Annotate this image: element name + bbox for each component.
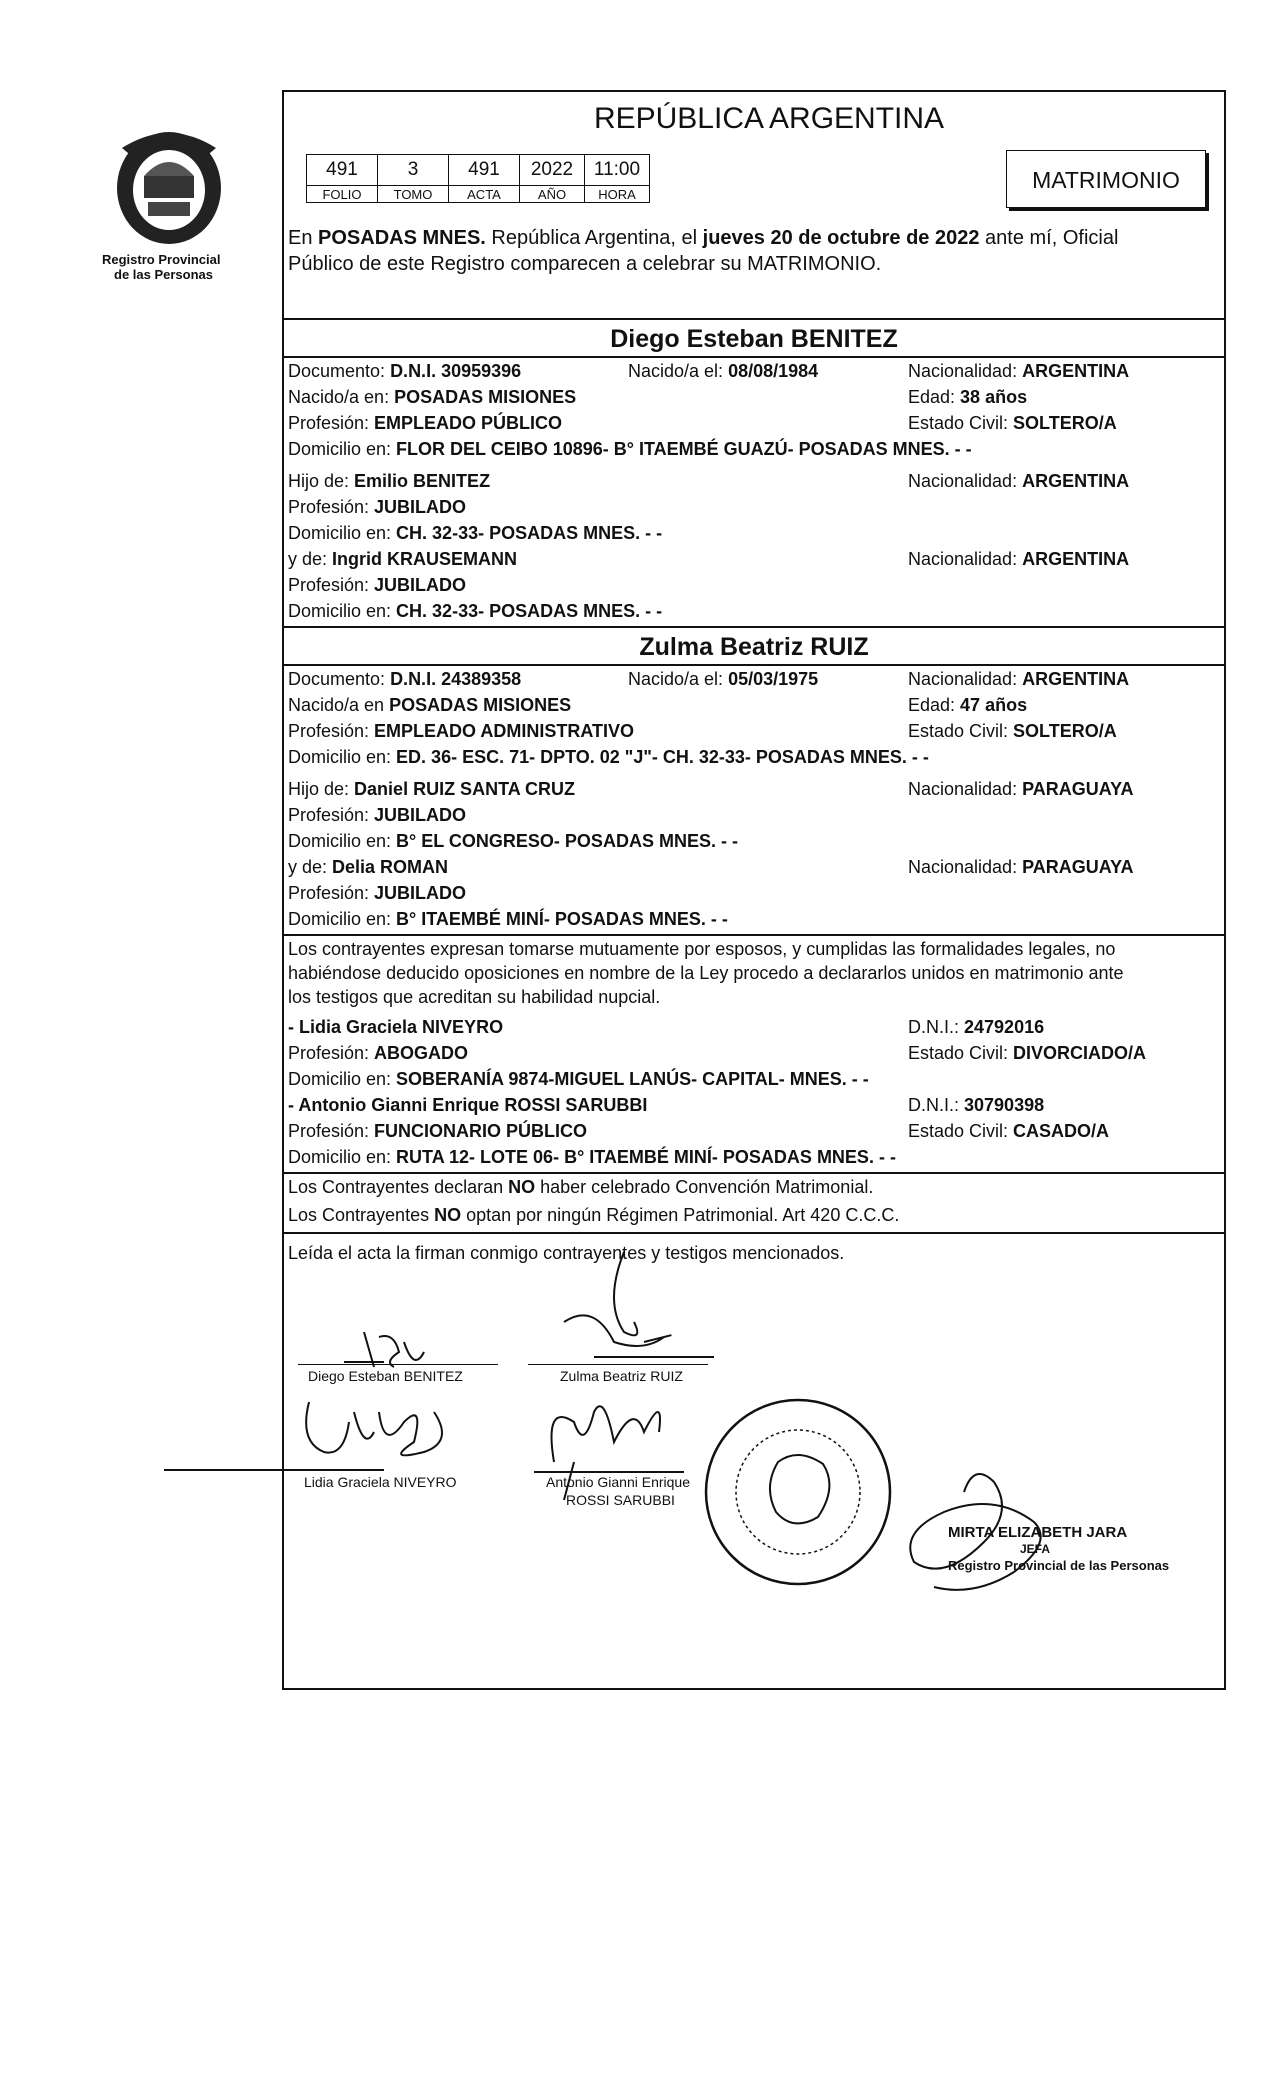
- groom-birthplace: Nacido/a en: POSADAS MISIONES: [288, 387, 577, 407]
- groom-mother-address: Domicilio en: CH. 32-33- POSADAS MNES. - -: [288, 601, 663, 621]
- witness1-profession: Profesión: ABOGADO: [288, 1043, 469, 1063]
- registry-logo: [104, 118, 234, 248]
- closing-text: Leída el acta la firman conmigo contrayentes y testigos mencionados.: [288, 1243, 845, 1263]
- bride-father-address: Domicilio en: B° EL CONGRESO- POSADAS MNES. - -: [288, 831, 738, 851]
- statement-line2: habiéndose deducido oposiciones en nombre de la Ley procedo a declararlos unidos en matrimonio ante: [288, 963, 1124, 983]
- doc-type-box: MATRIMONIO: [1006, 150, 1206, 208]
- witness2-signature-label-2: ROSSI SARUBBI: [566, 1492, 675, 1508]
- bride-mother-profession: Profesión: JUBILADO: [288, 883, 467, 903]
- statement-line3: los testigos que acreditan su habilidad nupcial.: [288, 987, 661, 1007]
- marriage-certificate: [282, 90, 1226, 1690]
- registry-seal: [698, 1392, 898, 1592]
- groom-mother-nationality: Nacionalidad: ARGENTINA: [908, 549, 1130, 569]
- groom-profession: Profesión: EMPLEADO PÚBLICO: [288, 413, 563, 433]
- groom-father-profession: Profesión: JUBILADO: [288, 497, 467, 517]
- witness1-name: - Lidia Graciela NIVEYRO: [288, 1017, 504, 1037]
- groom-address: Domicilio en: FLOR DEL CEIBO 10896- B° ITAEMBÉ GUAZÚ- POSADAS MNES. - -: [288, 439, 972, 459]
- witness1-signature-scribble-icon: [164, 1382, 504, 1472]
- groom-age: Edad: 38 años: [908, 387, 1028, 407]
- groom-father-nationality: Nacionalidad: ARGENTINA: [908, 471, 1130, 491]
- bride-father-nationality: Nacionalidad: PARAGUAYA: [908, 779, 1134, 799]
- tomo-value: 3: [378, 155, 449, 186]
- groom-name: Diego Esteban BENITEZ: [610, 325, 898, 353]
- bride-doc: Documento: D.N.I. 24389358: [288, 669, 522, 689]
- intro-line2: Público de este Registro comparecen a celebrar su MATRIMONIO.: [288, 253, 882, 275]
- convention-line2: Los Contrayentes NO optan por ningún Régimen Patrimonial. Art 420 C.C.C.: [288, 1205, 900, 1225]
- convention-line1: Los Contrayentes declaran NO haber celebrado Convención Matrimonial.: [288, 1177, 874, 1197]
- groom-civil-status: Estado Civil: SOLTERO/A: [908, 413, 1117, 433]
- registry-name-line2: de las Personas: [114, 267, 213, 282]
- witness2-name: - Antonio Gianni Enrique ROSSI SARUBBI: [288, 1095, 648, 1115]
- hora-label: HORA: [585, 186, 650, 203]
- groom-doc: Documento: D.N.I. 30959396: [288, 361, 522, 381]
- groom-signature-label: Diego Esteban BENITEZ: [308, 1368, 463, 1384]
- witness2-address: Domicilio en: RUTA 12- LOTE 06- B° ITAEMBÉ MINÍ- POSADAS MNES. - -: [288, 1147, 896, 1167]
- bride-mother: y de: Delia ROMAN: [288, 857, 449, 877]
- witness2-profession: Profesión: FUNCIONARIO PÚBLICO: [288, 1121, 588, 1141]
- bride-signature-scribble-icon: [524, 1242, 724, 1372]
- ano-label: AÑO: [520, 186, 585, 203]
- bride-mother-address: Domicilio en: B° ITAEMBÉ MINÍ- POSADAS MNES. - -: [288, 909, 728, 929]
- witness2-civil-status: Estado Civil: CASADO/A: [908, 1121, 1110, 1141]
- witness2-signature-label-1: Antonio Gianni Enrique: [546, 1474, 690, 1490]
- folio-value: 491: [307, 155, 378, 186]
- record-table: [306, 154, 650, 203]
- folio-label: FOLIO: [307, 186, 378, 203]
- country-title: REPÚBLICA ARGENTINA: [593, 102, 945, 135]
- groom-mother-profession: Profesión: JUBILADO: [288, 575, 467, 595]
- bride-signature-label: Zulma Beatriz RUIZ: [560, 1368, 683, 1384]
- bride-father: Hijo de: Daniel RUIZ SANTA CRUZ: [288, 779, 576, 799]
- round-seal-icon: [698, 1392, 898, 1592]
- groom-mother: y de: Ingrid KRAUSEMANN: [288, 549, 518, 569]
- bride-birthplace: Nacido/a en POSADAS MISIONES: [288, 695, 572, 715]
- ano-value: 2022: [520, 155, 585, 186]
- official-name: MIRTA ELIZABETH JARA: [948, 1524, 1128, 1541]
- acta-label: ACTA: [449, 186, 520, 203]
- registry-name-line1: Registro Provincial: [102, 252, 221, 267]
- witness1-civil-status: Estado Civil: DIVORCIADO/A: [908, 1043, 1147, 1063]
- groom-born: Nacido/a el: 08/08/1984: [628, 361, 819, 381]
- groom-nationality: Nacionalidad: ARGENTINA: [908, 361, 1130, 381]
- witness1-address: Domicilio en: SOBERANÍA 9874-MIGUEL LANÚS- CAPITAL- MNES. - -: [288, 1069, 869, 1089]
- bride-civil-status: Estado Civil: SOLTERO/A: [908, 721, 1117, 741]
- official-org: Registro Provincial de las Personas: [948, 1558, 1170, 1573]
- witness2-dni: D.N.I.: 30790398: [908, 1095, 1045, 1115]
- witness1-signature-label: Lidia Graciela NIVEYRO: [304, 1474, 457, 1490]
- tomo-label: TOMO: [378, 186, 449, 203]
- hora-value: 11:00: [585, 155, 650, 186]
- statement-line1: Los contrayentes expresan tomarse mutuamente por esposos, y cumplidas las formalidades legales, no: [288, 939, 1116, 959]
- bride-nationality: Nacionalidad: ARGENTINA: [908, 669, 1130, 689]
- bride-mother-nationality: Nacionalidad: PARAGUAYA: [908, 857, 1134, 877]
- bride-age: Edad: 47 años: [908, 695, 1028, 715]
- witness1-signature: [164, 1382, 504, 1472]
- official-role: JEFA: [1020, 1542, 1051, 1556]
- acta-value: 491: [449, 155, 520, 186]
- coat-of-arms-icon: [104, 118, 234, 248]
- groom-father: Hijo de: Emilio BENITEZ: [288, 471, 491, 491]
- intro-line1: En POSADAS MNES. República Argentina, el jueves 20 de octubre de 2022 ante mí, Oficial: [288, 227, 1119, 249]
- bride-father-profession: Profesión: JUBILADO: [288, 805, 467, 825]
- bride-address: Domicilio en: ED. 36- ESC. 71- DPTO. 02 "J"- CH. 32-33- POSADAS MNES. - -: [288, 747, 929, 767]
- bride-born: Nacido/a el: 05/03/1975: [628, 669, 819, 689]
- bride-profession: Profesión: EMPLEADO ADMINISTRATIVO: [288, 721, 635, 741]
- witness1-dni: D.N.I.: 24792016: [908, 1017, 1045, 1037]
- bride-name: Zulma Beatriz RUIZ: [639, 633, 869, 661]
- bride-signature: [524, 1242, 724, 1372]
- groom-father-address: Domicilio en: CH. 32-33- POSADAS MNES. - -: [288, 523, 663, 543]
